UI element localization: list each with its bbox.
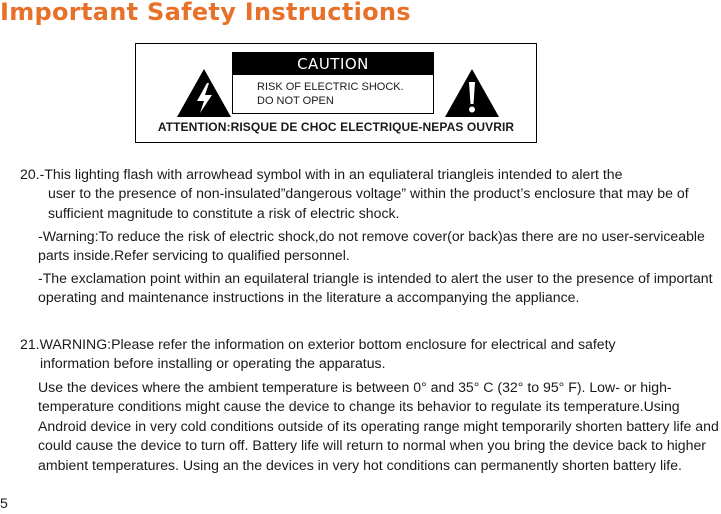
item-21-continuation: information before installing or operating the apparatus. xyxy=(40,355,386,372)
caution-line-1: RISK OF ELECTRIC SHOCK. xyxy=(257,81,404,93)
caution-heading: CAUTION xyxy=(233,53,433,75)
exclamation-warning-triangle-icon xyxy=(444,68,500,118)
item-21 xyxy=(20,335,720,374)
attention-french-notice: ATTENTION:RISQUE DE CHOC ELECTRIQUE-NEPAS OUVRIR xyxy=(157,120,515,134)
temperature-paragraph: Use the devices where the ambient temperature is between 0° and 35° C (32° to 95° F). Low- or high-temperature conditions might cause the device to change its behavior to regulate its temperature.Using Android device in very cold conditions outside of its operating range might temporarily shorten battery life and could cause the device to turn off. Battery life will return to normal when you bring the device back to higher ambient temperatures. Using an the devices in very hot conditions can permanently shorten battery life. xyxy=(38,379,719,473)
lightning-warning-triangle-icon xyxy=(176,68,232,118)
caution-panel xyxy=(232,52,434,114)
caution-label xyxy=(135,43,537,143)
item-20-first-line: 20.-This lighting flash with arrowhead symbol with in an equliateral triangleis intended to alert the xyxy=(20,166,623,182)
warning-paragraph: -Warning:To reduce the risk of electric shock,do not remove cover(or back)as there are no user-serviceable parts inside.Refer servicing to qualified personnel. xyxy=(38,228,705,264)
page-number: 5 xyxy=(0,495,8,511)
page-title: Important Safety Instructions xyxy=(0,0,411,26)
caution-line-2: DO NOT OPEN xyxy=(257,95,334,107)
item-20-continuation: user to the presence of non-insulated”dangerous voltage” within the product’s enclosure that may be of sufficient magnitude to constitute a risk of electric shock. xyxy=(48,185,689,221)
exclamation-paragraph: -The exclamation point within an equilateral triangle is intended to alert the user to the presence of important operating and maintenance instructions in the literature a accompanying the appliance. xyxy=(38,270,713,306)
item-21-first-line: 21.WARNING:Please refer the information on exterior bottom enclosure for electrical and safety xyxy=(20,336,616,352)
item-20 xyxy=(20,165,720,223)
